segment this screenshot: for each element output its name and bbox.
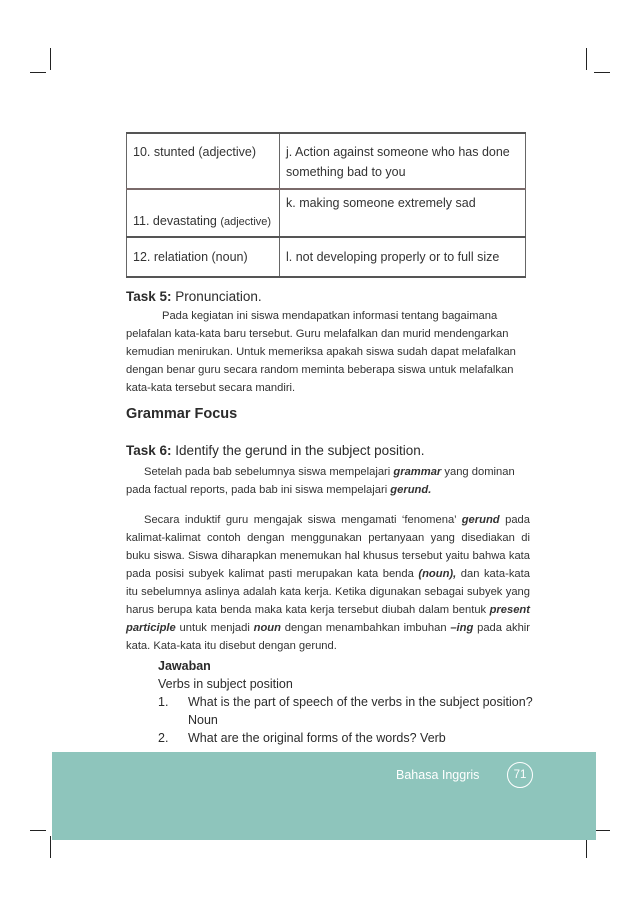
emphasis: present participle — [126, 604, 530, 634]
table-cell — [127, 189, 280, 237]
table-cell: l. not developing properly or to full size — [280, 237, 526, 277]
task6-title: Identify the gerund in the subject position. — [175, 443, 425, 458]
task5-heading — [126, 289, 262, 304]
item-number: 1. — [158, 695, 169, 709]
part-of-speech: (adjective) — [220, 216, 272, 228]
table-cell: 12. relatiation (noun) — [127, 237, 280, 277]
answer-subheading: Verbs in subject position — [158, 677, 293, 691]
list-item — [158, 729, 538, 747]
page-number: 71 — [507, 762, 533, 788]
task5-label: Task 5: — [126, 289, 172, 304]
emphasis: noun — [253, 622, 281, 634]
crop-mark — [594, 72, 610, 73]
emphasis: grammar — [393, 466, 442, 478]
emphasis: –ing — [450, 622, 474, 634]
task6-paragraph-1 — [126, 463, 530, 499]
vocabulary-table — [126, 132, 526, 278]
crop-mark — [594, 830, 610, 831]
text-run: Secara induktif guru mengajak siswa mengamati ‘fenomena’ — [144, 514, 462, 526]
item-text: What are the original forms of the words? Verb — [188, 731, 446, 745]
answer-block — [158, 657, 538, 747]
task6-label: Task 6: — [126, 443, 172, 458]
book-title: Bahasa Inggris — [396, 768, 480, 782]
table-row — [127, 237, 526, 277]
table-row — [127, 133, 526, 189]
table-cell: k. making someone extremely sad — [280, 189, 526, 237]
emphasis: gerund. — [390, 484, 432, 496]
text-run: untuk menjadi — [175, 622, 254, 634]
text-run: pada kalimat-kalimat contoh dengan menggunakan pertanyaan yang disediakan di buku siswa. Siswa diharapkan menemukan hal khusus tersebut yaitu bahwa kata pada posisi subyek kalimat pasti merupakan kata benda — [126, 514, 530, 580]
crop-mark — [30, 830, 46, 831]
item-number: 2. — [158, 731, 169, 745]
answer-heading: Jawaban — [158, 659, 211, 673]
task6-heading — [126, 443, 424, 458]
list-item — [158, 693, 538, 729]
term-text: 11. devastating — [133, 214, 221, 228]
text-run: yang dominan pada factual reports, pada bab ini siswa mempelajari — [126, 466, 515, 496]
table-cell: j. Action against someone who has done something bad to you — [280, 133, 526, 189]
text-run: pada akhir kata. Kata-kata itu disebut dengan gerund. — [126, 622, 531, 652]
section-title: Grammar Focus — [126, 406, 238, 422]
crop-mark — [30, 72, 46, 73]
task5-paragraph: Pada kegiatan ini siswa mendapatkan informasi tentang bagaimana pelafalan kata-kata baru tersebut. Guru melafalkan dan murid mendengarkan kemudian menirukan. Untuk memeriksa apakah siswa sudah dapat melafalkan dengan benar guru secara random meminta beberapa siswa untuk melafalkan kata-kata tersebut secara mandiri. — [126, 310, 516, 394]
emphasis: (noun), — [418, 568, 457, 580]
table-cell: 10. stunted (adjective) — [127, 133, 280, 189]
item-text: What is the part of speech of the verbs in the subject position? Noun — [188, 695, 533, 727]
table-row — [127, 189, 526, 237]
crop-mark — [50, 48, 51, 70]
text-run: Setelah pada bab sebelumnya siswa mempelajari — [144, 466, 394, 478]
crop-mark — [50, 836, 51, 858]
task6-paragraph-2 — [126, 511, 530, 655]
crop-mark — [586, 48, 587, 70]
emphasis: gerund — [461, 514, 500, 526]
text-run: dengan menambahkan imbuhan — [280, 622, 451, 634]
text-run: dan kata-kata itu sebelumnya aslinya adalah kata kerja. Ketika digunakan sebagai subyek yang harus berupa kata benda maka kata kerja tersebut diubah dalam bentuk — [126, 568, 530, 616]
task5-title: Pronunciation. — [175, 289, 262, 304]
